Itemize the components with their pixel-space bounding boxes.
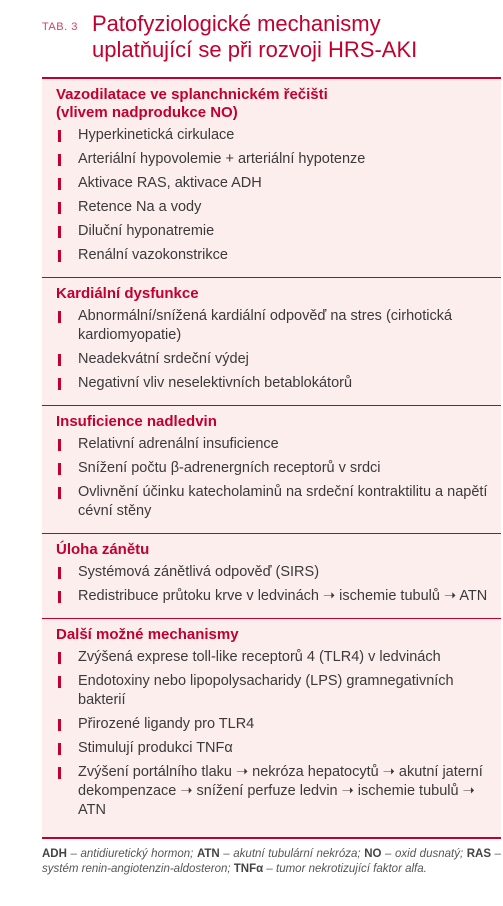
list-item	[56, 763, 493, 820]
list-item	[56, 672, 493, 710]
list-item	[56, 222, 493, 241]
mechanism-list	[56, 648, 493, 820]
list-item	[56, 483, 493, 521]
bullet-bar-icon	[58, 154, 61, 166]
bullet-bar-icon	[58, 202, 61, 214]
bullet-bar-icon	[58, 439, 61, 451]
abbr-no: NO	[364, 848, 382, 860]
bullet-bar-icon	[58, 719, 61, 731]
list-item-text: Relativní adrenální insuficience	[78, 436, 279, 452]
list-item-text: Negativní vliv neselektivních betablokátorů	[78, 375, 353, 391]
abbr-adh-text: – antidiuretický hormon;	[66, 848, 197, 860]
bullet-bar-icon	[58, 767, 61, 779]
abbr-ras: RAS	[466, 848, 492, 860]
title-line-1: Patofyziologické mechanismy	[92, 11, 381, 36]
list-item-text: Aktivace RAS, aktivace ADH	[78, 175, 262, 191]
mechanism-list	[56, 307, 493, 393]
mechanisms-panel	[42, 77, 501, 839]
abbr-ras-text: – systém renin-angiotenzin-aldosteron;	[42, 848, 502, 875]
section-title-line-2: (vlivem nadprodukce NO)	[56, 104, 238, 121]
abbr-atn: ATN	[196, 848, 220, 860]
list-item-text: Ovlivnění účinku katecholaminů na srdeční kontraktilitu a napětí cévní stěny	[78, 484, 488, 519]
bullet-bar-icon	[58, 463, 61, 475]
section	[42, 278, 501, 406]
bullet-bar-icon	[58, 652, 61, 664]
abbreviations-footnote	[42, 847, 501, 877]
section	[42, 534, 501, 619]
list-item-text: Přirozené ligandy pro TLR4	[78, 716, 255, 732]
mechanism-list	[56, 563, 493, 606]
abbr-atn-text: – akutní tubulární nekróza;	[219, 848, 365, 860]
section-title: Úloha zánětu	[56, 541, 150, 558]
bullet-bar-icon	[58, 130, 61, 142]
list-item-text: Systémová zánětlivá odpověď (SIRS)	[78, 564, 320, 580]
list-item	[56, 715, 493, 734]
list-item-text: Zvýšení portálního tlaku ➝ nekróza hepatocytů ➝ akutní jaterní dekompenzace ➝ snížení perfuze ledvin ➝ ischemie tubulů ➝ ATN	[78, 764, 483, 818]
list-item	[56, 150, 493, 169]
section	[42, 619, 501, 839]
list-item-text: Neadekvátní srdeční výdej	[78, 351, 249, 367]
bullet-bar-icon	[58, 250, 61, 262]
mechanism-list	[56, 126, 493, 265]
mechanism-list	[56, 435, 493, 521]
list-item	[56, 307, 493, 345]
table-number: TAB. 3	[42, 21, 78, 33]
list-item-text: Arteriální hypovolemie + arteriální hypotenze	[78, 151, 366, 167]
bullet-bar-icon	[58, 487, 61, 499]
section	[42, 406, 501, 534]
bullet-bar-icon	[58, 378, 61, 390]
bullet-bar-icon	[58, 226, 61, 238]
bullet-bar-icon	[58, 676, 61, 688]
section-title: Další možné mechanismy	[56, 626, 239, 643]
bullet-bar-icon	[58, 743, 61, 755]
bullet-bar-icon	[58, 354, 61, 366]
abbr-tnf-text: – tumor nekrotizující faktor alfa.	[263, 863, 427, 875]
list-item-text: Retence Na a vody	[78, 199, 202, 215]
abbr-adh: ADH	[42, 848, 67, 860]
list-item-text: Hyperkinetická cirkulace	[78, 127, 235, 143]
abbr-tnf: TNFα	[233, 863, 264, 875]
list-item	[56, 126, 493, 145]
bullet-bar-icon	[58, 567, 61, 579]
list-item	[56, 459, 493, 478]
bullet-bar-icon	[58, 311, 61, 323]
list-item-text: Renální vazokonstrikce	[78, 247, 228, 263]
list-item	[56, 174, 493, 193]
table-header	[14, 6, 489, 63]
list-item	[56, 198, 493, 217]
section-title: Kardiální dysfunkce	[56, 285, 199, 302]
section-title: Vazodilatace ve splanchnickém řečišti	[56, 86, 328, 103]
list-item	[56, 648, 493, 667]
table-title	[92, 11, 417, 63]
list-item	[56, 350, 493, 369]
list-item	[56, 374, 493, 393]
list-item	[56, 563, 493, 582]
list-item-text: Stimulují produkci TNFα	[78, 740, 233, 756]
list-item	[56, 739, 493, 758]
abbr-no-text: – oxid dusnatý;	[381, 848, 467, 860]
list-item	[56, 246, 493, 265]
list-item	[56, 587, 493, 606]
bullet-bar-icon	[58, 591, 61, 603]
list-item-text: Abnormální/snížená kardiální odpověď na stres (cirhotická kardiomyopatie)	[78, 308, 453, 343]
bullet-bar-icon	[58, 178, 61, 190]
list-item-text: Endotoxiny nebo lipopolysacharidy (LPS) gramnegativních bakterií	[78, 673, 454, 708]
list-item-text: Redistribuce průtoku krve v ledvinách ➝ ischemie tubulů ➝ ATN	[78, 588, 488, 604]
list-item-text: Zvýšená exprese toll-like receptorů 4 (TLR4) v ledvinách	[78, 649, 441, 665]
title-line-2: uplatňující se při rozvoji HRS-AKI	[92, 37, 418, 62]
list-item	[56, 435, 493, 454]
list-item-text: Diluční hyponatremie	[78, 223, 215, 239]
list-item-text: Snížení počtu β-adrenergních receptorů v srdci	[78, 460, 381, 476]
section	[42, 79, 501, 278]
section-title: Insuficience nadledvin	[56, 413, 217, 430]
